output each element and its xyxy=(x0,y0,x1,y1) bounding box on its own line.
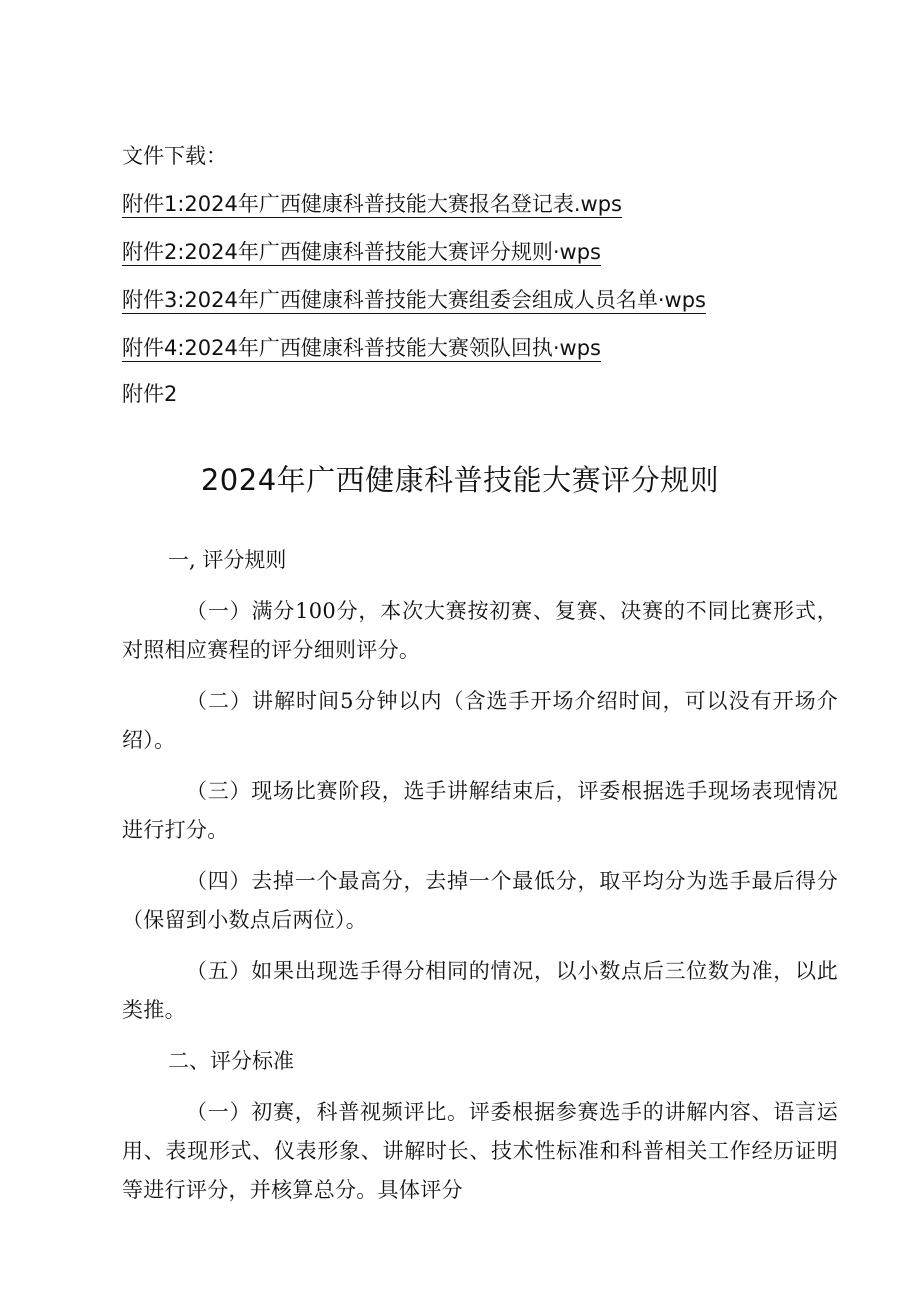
attachment-2-link-text: 附件2:2024年广西健康科普技能大赛评分规则·wps xyxy=(122,240,601,264)
attachment-3-link-text: 附件3:2024年广西健康科普技能大赛组委会组成人员名单·wps xyxy=(122,288,706,312)
rule-item-1: （一）满分100分，本次大赛按初赛、复赛、决赛的不同比赛形式，对照相应赛程的评分细则评分。 xyxy=(122,599,838,662)
downloads-heading: 文件下载： xyxy=(122,144,227,168)
section-1-heading: 一, 评分规则 xyxy=(168,548,287,572)
rule-item-4: （四）去掉一个最高分，去掉一个最低分，取平均分为选手最后得分（保留到小数点后两位）。 xyxy=(122,869,838,932)
attachment-1-link[interactable] xyxy=(122,188,842,220)
attachment-label: 附件2 xyxy=(122,382,178,406)
document-title: 2024年广西健康科普技能大赛评分规则 xyxy=(200,463,720,497)
standard-item-1: （一）初赛，科普视频评比。评委根据参赛选手的讲解内容、语言运用、表现形式、仪表形象、讲解时长、技术性标准和科普相关工作经历证明等进行评分，并核算总分。具体评分 xyxy=(122,1100,838,1202)
attachment-2-link[interactable] xyxy=(122,236,842,268)
attachment-1-link-text: 附件1:2024年广西健康科普技能大赛报名登记表.wps xyxy=(122,192,622,216)
rule-item-5: （五）如果出现选手得分相同的情况，以小数点后三位数为准，以此类推。 xyxy=(122,959,838,1022)
attachment-4-link-text: 附件4:2024年广西健康科普技能大赛领队回执·wps xyxy=(122,336,601,360)
rule-item-3: （三）现场比赛阶段，选手讲解结束后，评委根据选手现场表现情况进行打分。 xyxy=(122,779,838,842)
file-downloads-section xyxy=(122,140,842,410)
rule-item-2: （二）讲解时间5分钟以内（含选手开场介绍时间，可以没有开场介绍）。 xyxy=(122,689,838,752)
section-2-heading: 二、评分标准 xyxy=(168,1049,294,1073)
document-body xyxy=(122,541,838,1210)
attachment-4-link[interactable] xyxy=(122,332,842,364)
attachment-3-link[interactable] xyxy=(122,284,842,316)
